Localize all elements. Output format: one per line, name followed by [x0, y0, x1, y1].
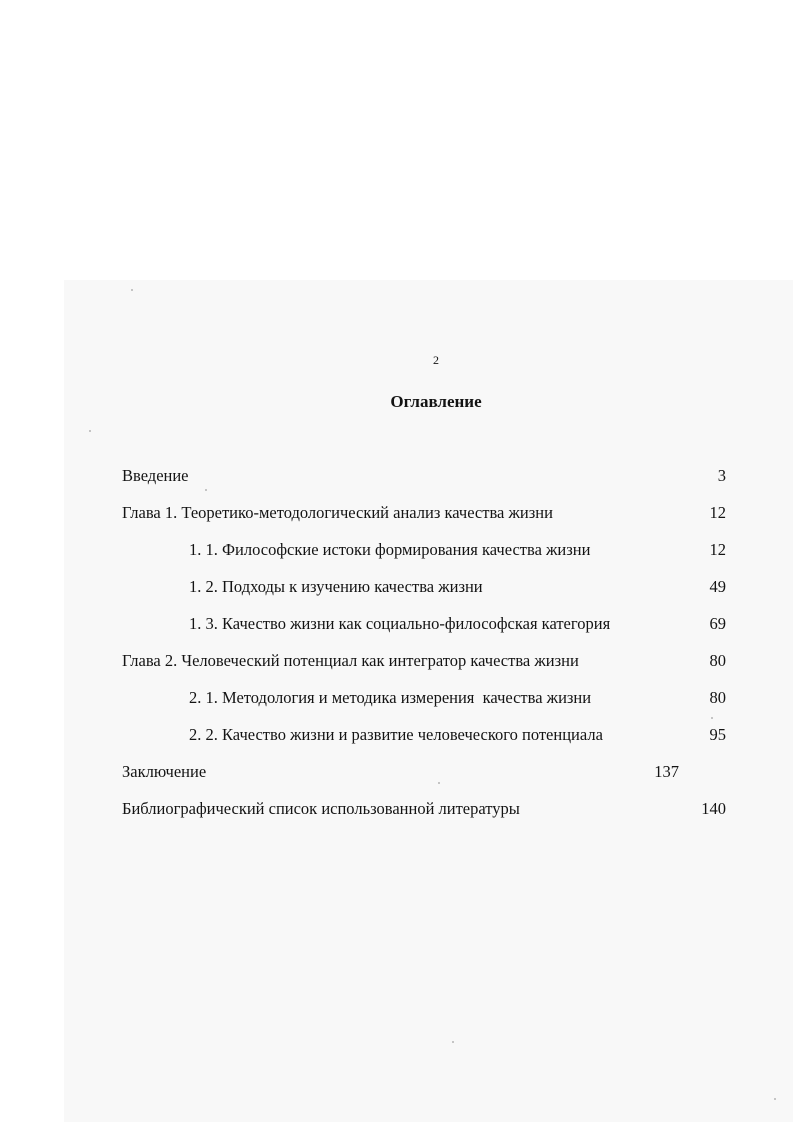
toc-entry-page: 137	[654, 762, 679, 781]
toc-entry-label: Введение	[122, 466, 189, 485]
toc-entry-section-1-1	[189, 539, 726, 561]
toc-entry-label: Глава 1. Теоретико-методологический анализ качества жизни	[122, 503, 553, 522]
toc-entry-label: 1. 2. Подходы к изучению качества жизни	[189, 577, 483, 596]
toc-entry-page: 69	[709, 614, 726, 633]
toc-entry-label: Заключение	[122, 762, 207, 781]
scan-speck	[131, 289, 133, 291]
toc-entry-section-1-2	[189, 576, 726, 598]
toc-entry-introduction	[122, 465, 726, 487]
toc-title: Оглавление	[390, 392, 482, 411]
toc-entry-chapter-1	[122, 502, 726, 524]
scan-speck	[452, 1041, 454, 1043]
toc-entry-page: 140	[701, 799, 726, 818]
toc-entry-page: 80	[709, 688, 726, 707]
toc-entry-conclusion	[122, 761, 726, 783]
scan-speck	[711, 717, 713, 719]
toc-entry-section-1-3	[189, 613, 726, 635]
toc-entry-section-2-2	[189, 724, 726, 746]
page-number: 2	[433, 353, 439, 367]
toc-entry-label: 1. 1. Философские истоки формирования качества жизни	[189, 540, 591, 559]
scan-speck	[89, 430, 91, 432]
scan-speck	[205, 489, 207, 491]
toc-entry-label: Библиографический список использованной литературы	[122, 799, 520, 818]
toc-entry-bibliography	[122, 798, 726, 820]
toc-entry-page: 49	[709, 577, 726, 596]
toc-entry-page: 3	[717, 466, 726, 485]
toc-entry-page: 95	[709, 725, 726, 744]
toc-entry-label: 2. 1. Методология и методика измерения качества жизни	[189, 688, 592, 707]
toc-entry-label: 1. 3. Качество жизни как социально-философская категория	[189, 614, 611, 633]
toc-entry-chapter-2	[122, 650, 726, 672]
toc-entry-label: Глава 2. Человеческий потенциал как интегратор качества жизни	[122, 651, 579, 670]
toc-entry-section-2-1	[189, 687, 726, 709]
toc-entry-page: 12	[709, 540, 726, 559]
scan-speck	[774, 1098, 776, 1100]
toc-entry-page: 12	[709, 503, 726, 522]
toc-entry-label: 2. 2. Качество жизни и развитие человеческого потенциала	[189, 725, 603, 744]
toc-entry-page: 80	[709, 651, 726, 670]
